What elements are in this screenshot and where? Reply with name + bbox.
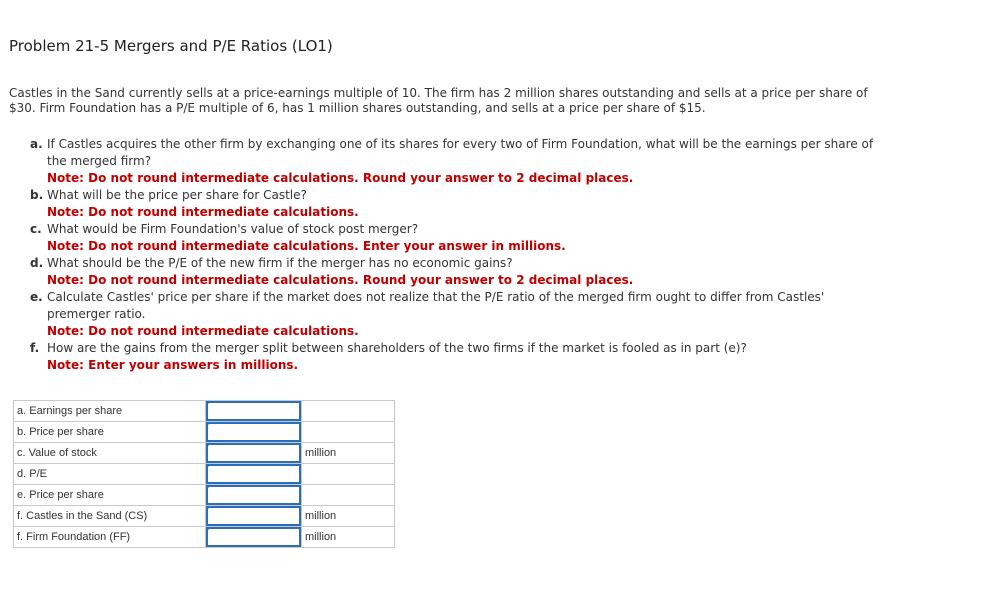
problem-intro: Castles in the Sand currently sells at a price-earnings multiple of 10. The firm has 2 million shares outstanding and sells at a price per share of $30. Firm Foundation has a P/E multiple of 6, has 1 million shares outstanding, and sells at a price per share of $15. (9, 86, 868, 115)
unit-label (302, 422, 395, 443)
unit-label (302, 464, 395, 485)
input-cell (206, 401, 302, 422)
input-flag-icon (206, 401, 211, 406)
question-note: Note: Do not round intermediate calculations. (47, 205, 359, 219)
castles-gain-input[interactable] (206, 506, 301, 526)
firm-foundation-gain-input[interactable] (206, 527, 301, 547)
pe-ratio-input[interactable] (206, 464, 301, 484)
input-flag-icon (206, 506, 211, 511)
table-row (14, 485, 395, 506)
question-note: Note: Do not round intermediate calculations. Round your answer to 2 decimal places. (47, 273, 634, 287)
unit-label: million (302, 527, 395, 548)
input-flag-icon (206, 443, 211, 448)
unit-label (302, 485, 395, 506)
table-row (14, 422, 395, 443)
input-flag-icon (206, 464, 211, 469)
question-list (30, 136, 890, 374)
question-c (30, 221, 890, 255)
question-b (30, 187, 890, 221)
answer-table (13, 400, 395, 548)
row-label: b. Price per share (14, 422, 206, 443)
value-of-stock-input[interactable] (206, 443, 301, 463)
question-text: What should be the P/E of the new firm if the merger has no economic gains? (47, 256, 513, 270)
table-row (14, 527, 395, 548)
question-note: Note: Enter your answers in millions. (47, 358, 299, 372)
table-row (14, 464, 395, 485)
unit-label: million (302, 443, 395, 464)
question-text: How are the gains from the merger split between shareholders of the two firms if the market is fooled as in part (e)? (47, 341, 747, 355)
problem-title: Problem 21-5 Mergers and P/E Ratios (LO1) (9, 37, 333, 55)
input-flag-icon (206, 527, 211, 532)
row-label: a. Earnings per share (14, 401, 206, 422)
unit-label: million (302, 506, 395, 527)
question-text: What would be Firm Foundation's value of stock post merger? (47, 222, 419, 236)
price-per-share-b-input[interactable] (206, 422, 301, 442)
input-cell (206, 527, 302, 548)
input-cell (206, 506, 302, 527)
question-note: Note: Do not round intermediate calculations. Enter your answer in millions. (47, 239, 566, 253)
row-label: c. Value of stock (14, 443, 206, 464)
price-per-share-e-input[interactable] (206, 485, 301, 505)
row-label: f. Castles in the Sand (CS) (14, 506, 206, 527)
question-letter: f. (30, 341, 40, 355)
question-text: What will be the price per share for Castle? (47, 188, 307, 202)
question-letter: d. (30, 256, 44, 270)
row-label: f. Firm Foundation (FF) (14, 527, 206, 548)
question-text: If Castles acquires the other firm by exchanging one of its shares for every two of Firm Foundation, what will be the earnings per share of the merged firm? (47, 137, 874, 168)
question-text: Calculate Castles' price per share if the market does not realize that the P/E ratio of the merged firm ought to differ from Castles' premerger ratio. (47, 290, 825, 321)
input-cell (206, 464, 302, 485)
question-letter: a. (30, 137, 43, 151)
row-label: d. P/E (14, 464, 206, 485)
table-row (14, 443, 395, 464)
question-note: Note: Do not round intermediate calculations. (47, 324, 359, 338)
input-cell (206, 485, 302, 506)
question-letter: b. (30, 188, 44, 202)
question-note: Note: Do not round intermediate calculations. Round your answer to 2 decimal places. (47, 171, 634, 185)
question-e (30, 289, 890, 340)
table-row (14, 506, 395, 527)
question-a (30, 136, 890, 187)
earnings-per-share-input[interactable] (206, 401, 301, 421)
question-f (30, 340, 890, 374)
table-row (14, 401, 395, 422)
unit-label (302, 401, 395, 422)
row-label: e. Price per share (14, 485, 206, 506)
input-cell (206, 422, 302, 443)
question-letter: e. (30, 290, 43, 304)
question-d (30, 255, 890, 289)
input-flag-icon (206, 485, 211, 490)
input-flag-icon (206, 422, 211, 427)
input-cell (206, 443, 302, 464)
question-letter: c. (30, 222, 42, 236)
